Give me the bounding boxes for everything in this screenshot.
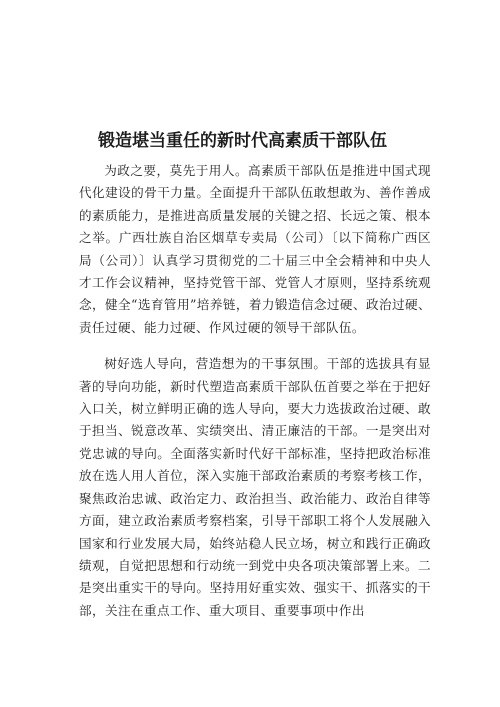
- document-body: [79, 160, 431, 636]
- paragraph-intro: 为政之要，莫先于用人。高素质干部队伍是推进中国式现代化建设的骨干力量。全面提升干部队伍敢想敢为、善作善成的素质能力，是推进高质量发展的关键之招、长远之策、根本之举。广西壮族自治区烟草专卖局（公司）〔以下简称广西区局（公司）〕认真学习贯彻党的二十届三中全会精神和中央人才工作会议精神，坚持党管干部、党管人才原则，坚持系统观念，健全“选育管用”培养链，着力锻造信念过硬、政治过硬、责任过硬、能力过硬、作风过硬的领导干部队伍。: [79, 163, 431, 335]
- paragraph-selection-guidance: 树好选人导向，营造想为的干事氛围。干部的选拔具有显著的导向功能，新时代塑造高素质干部队伍首要之举在于把好入口关，树立鲜明正确的选人导向，要大力选拔政治过硬、敢于担当、锐意改革、实绩突出、清正廉洁的干部。一是突出对党忠诚的导向。全面落实新时代好干部标准，坚持把政治标准放在选人用人首位，深入实施干部政治素质的考察考核工作，聚焦政治忠诚、政治定力、政治担当、政治能力、政治自律等方面，建立政治素质考察档案，引导干部职工将个人发展融入国家和行业发展大局，始终站稳人民立场，树立和践行正确政绩观，自觉把思想和行动统一到党中央各项决策部署上来。二是突出重实干的导向。坚持用好重实效、强实干、抓落实的干部，关注在重点工作、重大项目、重要事项中作出: [79, 356, 431, 618]
- document-title: 锻造堪当重任的新时代高素质干部队伍: [98, 131, 387, 151]
